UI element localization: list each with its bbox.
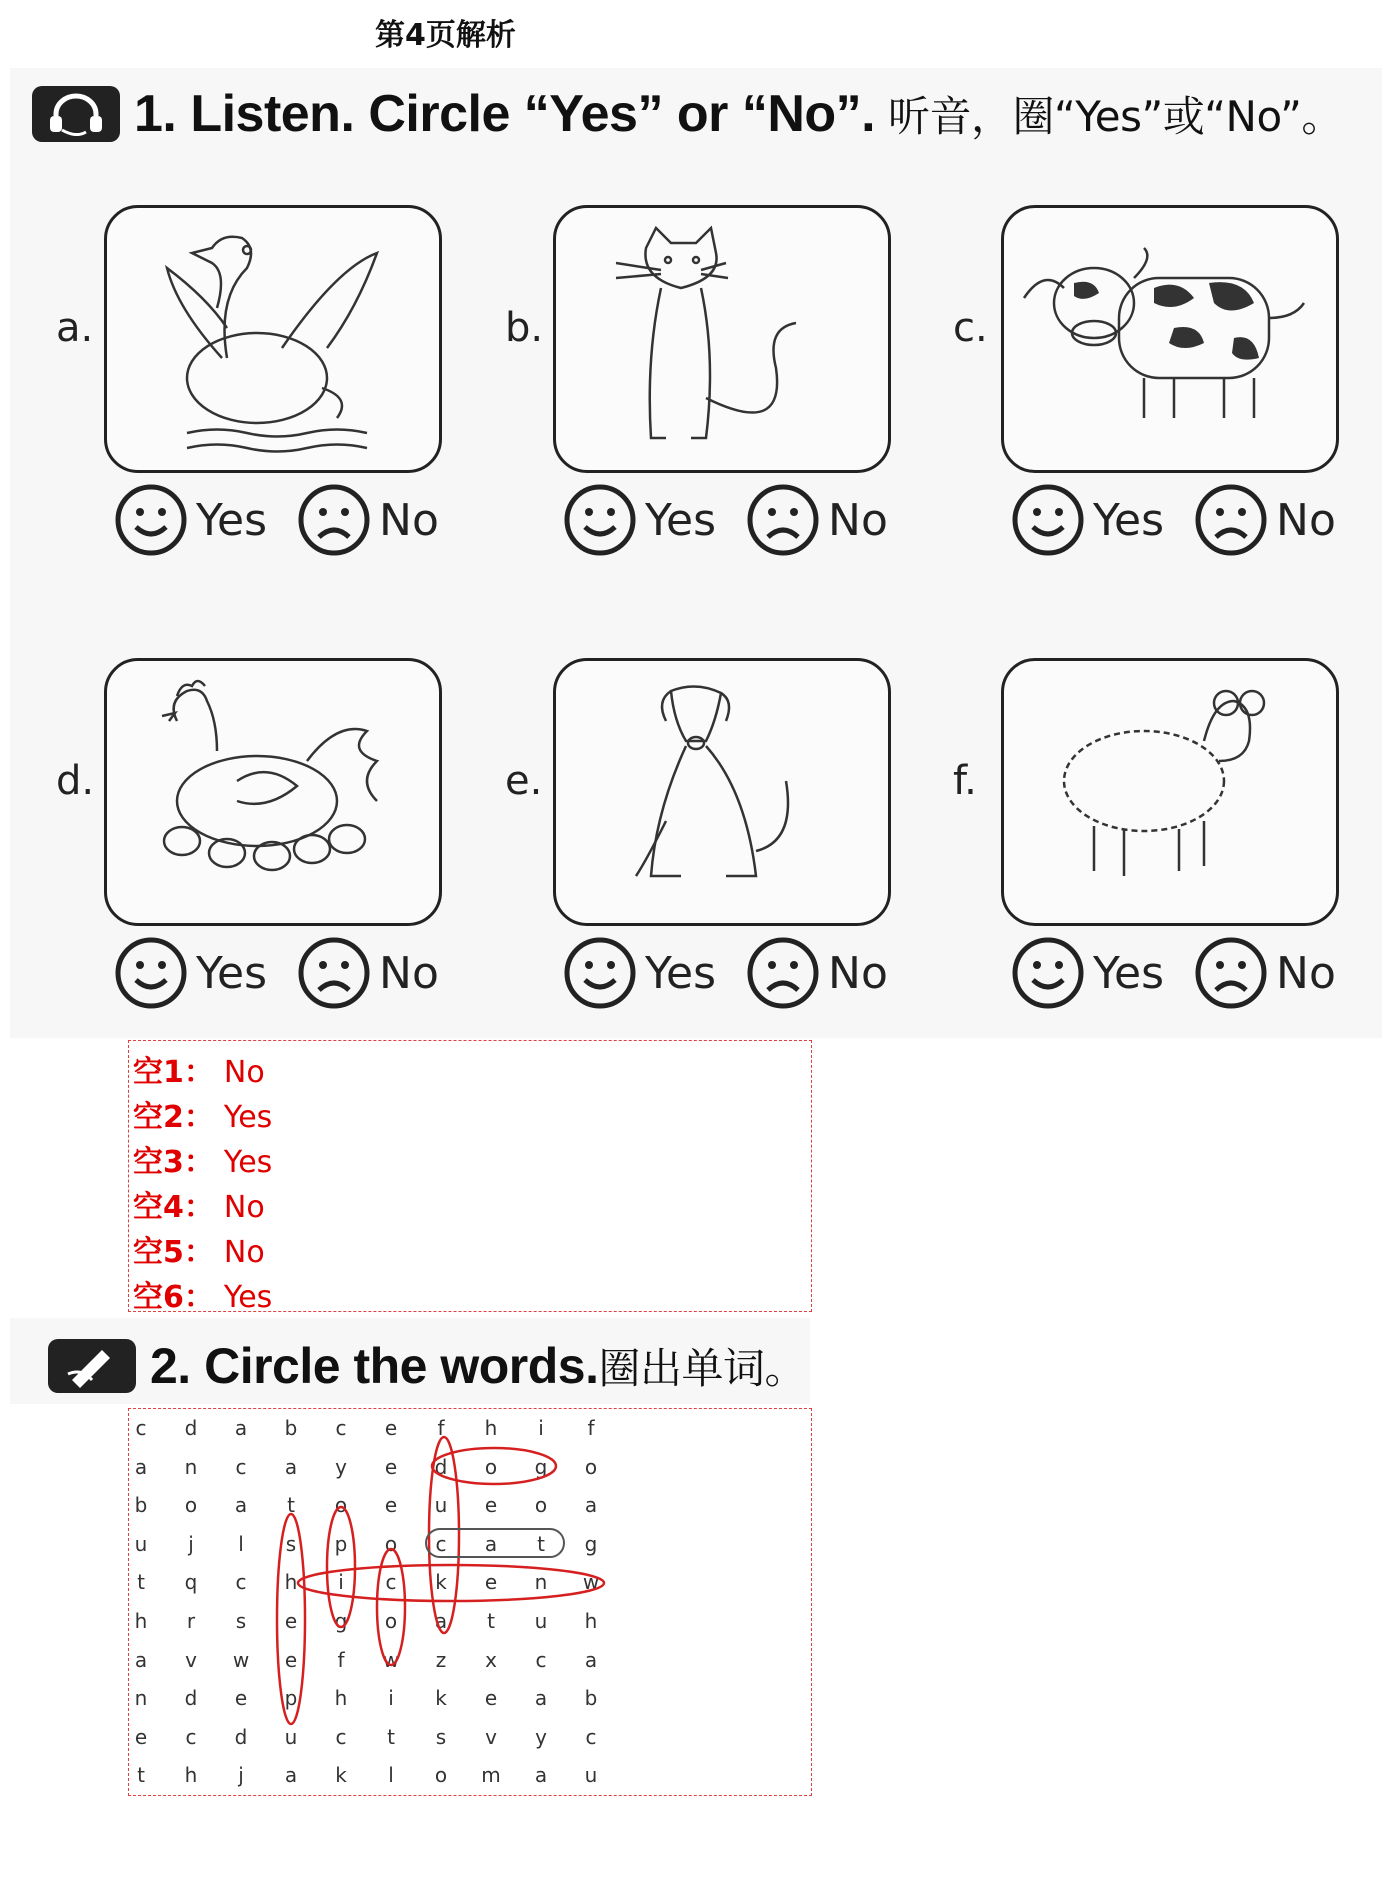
- item-letter: e.: [505, 758, 543, 804]
- yes-option[interactable]: [563, 483, 716, 557]
- grid-letter[interactable]: l: [238, 1531, 244, 1556]
- grid-letter[interactable]: t: [137, 1570, 145, 1595]
- grid-letter[interactable]: j: [188, 1531, 194, 1556]
- grid-letter[interactable]: y: [335, 1454, 347, 1479]
- grid-letter[interactable]: y: [535, 1724, 547, 1749]
- answer-value: Yes: [223, 1145, 273, 1180]
- grid-letter[interactable]: v: [485, 1724, 497, 1749]
- grid-letter[interactable]: a: [284, 1763, 298, 1788]
- no-label: No: [379, 494, 439, 546]
- grid-letter[interactable]: u: [434, 1493, 448, 1518]
- box-cat: [426, 1529, 564, 1557]
- grid-letter[interactable]: e: [284, 1609, 298, 1633]
- sheep-icon: [1001, 658, 1339, 926]
- grid-letter[interactable]: c: [335, 1724, 347, 1749]
- grid-letter[interactable]: o: [534, 1493, 548, 1518]
- yes-option[interactable]: [114, 483, 267, 557]
- grid-letter[interactable]: o: [334, 1493, 348, 1518]
- smiley-icon: [1011, 936, 1085, 1010]
- item-letter: c.: [953, 305, 988, 351]
- answer-box: [128, 1040, 812, 1315]
- grid-letter[interactable]: a: [134, 1647, 148, 1672]
- sad-face-icon: [297, 936, 371, 1010]
- no-option[interactable]: [746, 936, 888, 1010]
- grid-letter[interactable]: b: [584, 1686, 598, 1711]
- grid-letter[interactable]: i: [538, 1416, 544, 1440]
- yes-option[interactable]: [114, 936, 267, 1010]
- hen-icon: [104, 658, 442, 926]
- grid-letter[interactable]: e: [384, 1454, 398, 1479]
- smiley-icon: [563, 483, 637, 557]
- answer-row: [133, 1182, 265, 1226]
- yes-option[interactable]: [1011, 483, 1164, 557]
- grid-letter[interactable]: i: [388, 1686, 394, 1711]
- grid-letter[interactable]: w: [382, 1647, 400, 1672]
- grid-letter[interactable]: z: [435, 1647, 447, 1672]
- grid-letter[interactable]: g: [534, 1454, 548, 1479]
- sad-face-icon: [297, 483, 371, 557]
- headphones-icon: [32, 86, 120, 142]
- answer-key: 空2：: [133, 1100, 214, 1135]
- grid-letter[interactable]: f: [437, 1416, 445, 1440]
- yes-label: Yes: [196, 947, 268, 999]
- cow-icon: [1001, 205, 1339, 473]
- cat-icon: [553, 205, 891, 473]
- grid-letter[interactable]: c: [535, 1647, 547, 1672]
- no-label: No: [828, 494, 888, 546]
- answer-key: 空5：: [133, 1235, 214, 1270]
- no-option[interactable]: [297, 483, 439, 557]
- grid-letter[interactable]: e: [484, 1686, 498, 1711]
- grid-letter[interactable]: t: [137, 1763, 145, 1788]
- item-b: [505, 205, 925, 575]
- answer-value: No: [223, 1235, 265, 1270]
- circle-duck: [429, 1437, 459, 1633]
- grid-letter[interactable]: d: [234, 1724, 248, 1749]
- grid-letter[interactable]: w: [582, 1570, 600, 1595]
- grid-letter[interactable]: c: [335, 1416, 347, 1440]
- answer-value: Yes: [223, 1280, 273, 1315]
- grid-letter[interactable]: c: [435, 1531, 447, 1556]
- grid-letter[interactable]: c: [385, 1570, 397, 1595]
- grid-letter[interactable]: u: [584, 1763, 598, 1788]
- grid-letter[interactable]: a: [534, 1686, 548, 1711]
- no-option[interactable]: [1194, 483, 1336, 557]
- grid-letter[interactable]: t: [487, 1609, 495, 1633]
- answer-row: [133, 1047, 265, 1091]
- item-letter: b.: [505, 305, 544, 351]
- grid-letter[interactable]: h: [284, 1570, 298, 1595]
- section1-title-cn: 听音，圈“Yes”或“No”。: [875, 92, 1343, 141]
- smiley-icon: [114, 936, 188, 1010]
- grid-letter[interactable]: t: [537, 1531, 545, 1556]
- pencil-hand-icon: [48, 1339, 136, 1393]
- grid-letter[interactable]: t: [287, 1493, 295, 1518]
- grid-letter[interactable]: b: [284, 1416, 298, 1440]
- smiley-icon: [114, 483, 188, 557]
- no-option[interactable]: [746, 483, 888, 557]
- no-option[interactable]: [1194, 936, 1336, 1010]
- grid-letter[interactable]: d: [434, 1454, 448, 1479]
- sad-face-icon: [1194, 483, 1268, 557]
- no-option[interactable]: [297, 936, 439, 1010]
- yes-label: Yes: [1093, 947, 1165, 999]
- item-a: [56, 205, 476, 575]
- grid-letter[interactable]: h: [184, 1763, 198, 1788]
- section2-header: [48, 1336, 806, 1396]
- circle-sheep: [277, 1514, 305, 1724]
- grid-letter[interactable]: d: [184, 1686, 198, 1711]
- grid-letter[interactable]: a: [584, 1493, 598, 1518]
- section1-header: [32, 84, 1343, 144]
- grid-letter[interactable]: x: [485, 1647, 497, 1672]
- circle-chicken: [298, 1565, 604, 1601]
- smiley-icon: [1011, 483, 1085, 557]
- grid-letter[interactable]: a: [134, 1454, 148, 1479]
- item-letter: a.: [56, 305, 94, 351]
- grid-letter[interactable]: i: [338, 1570, 344, 1595]
- grid-letter[interactable]: e: [134, 1724, 148, 1749]
- dog-icon: [553, 658, 891, 926]
- grid-letter[interactable]: o: [584, 1454, 598, 1479]
- duck-icon: [104, 205, 442, 473]
- grid-letter[interactable]: h: [584, 1609, 598, 1633]
- answer-row: [133, 1272, 272, 1316]
- grid-letter[interactable]: g: [584, 1531, 598, 1556]
- grid-letter[interactable]: u: [534, 1609, 548, 1633]
- grid-letter[interactable]: o: [384, 1531, 398, 1556]
- grid-letter[interactable]: a: [284, 1454, 298, 1479]
- grid-letter[interactable]: p: [284, 1686, 298, 1711]
- yes-option[interactable]: [1011, 936, 1164, 1010]
- grid-letter[interactable]: h: [134, 1609, 148, 1633]
- yes-option[interactable]: [563, 936, 716, 1010]
- answer-row: [133, 1092, 272, 1136]
- grid-letter[interactable]: t: [387, 1724, 395, 1749]
- grid-letter[interactable]: k: [335, 1763, 347, 1788]
- grid-letter[interactable]: c: [585, 1724, 597, 1749]
- grid-letter[interactable]: e: [384, 1416, 398, 1440]
- grid-letter[interactable]: q: [184, 1570, 198, 1595]
- answer-key: 空3：: [133, 1145, 214, 1180]
- section2-title-cn: 圈出单词。: [598, 1344, 806, 1393]
- grid-letter[interactable]: n: [184, 1454, 198, 1479]
- answer-row: [133, 1227, 265, 1271]
- answer-value: No: [223, 1190, 265, 1225]
- grid-letter[interactable]: e: [234, 1686, 248, 1711]
- smiley-icon: [563, 936, 637, 1010]
- answer-circles: [129, 1409, 811, 1795]
- circle-pig: [327, 1507, 355, 1627]
- grid-letter[interactable]: n: [534, 1570, 548, 1595]
- item-d: [56, 658, 476, 1028]
- grid-letter[interactable]: o: [384, 1609, 398, 1633]
- grid-letter[interactable]: g: [334, 1609, 348, 1633]
- item-f: [953, 658, 1373, 1028]
- grid-letter[interactable]: f: [337, 1647, 345, 1672]
- grid-letter[interactable]: u: [284, 1724, 298, 1749]
- section1-title-en: 1. Listen. Circle “Yes” or “No”.: [134, 85, 876, 143]
- grid-letter[interactable]: a: [534, 1763, 548, 1788]
- no-label: No: [1276, 947, 1336, 999]
- grid-letter[interactable]: a: [234, 1493, 248, 1518]
- section2-title: [150, 1336, 806, 1396]
- grid-letter[interactable]: o: [484, 1454, 498, 1479]
- item-letter: f.: [953, 758, 977, 804]
- no-label: No: [828, 947, 888, 999]
- item-e: [505, 658, 925, 1028]
- grid-letter[interactable]: r: [186, 1609, 196, 1633]
- sad-face-icon: [746, 936, 820, 1010]
- yes-label: Yes: [1093, 494, 1165, 546]
- word-search-grid: [128, 1408, 812, 1796]
- grid-letter[interactable]: o: [184, 1493, 198, 1518]
- grid-letter[interactable]: a: [484, 1531, 498, 1556]
- grid-letter[interactable]: h: [484, 1416, 498, 1440]
- answer-value: Yes: [223, 1100, 273, 1135]
- item-letter: d.: [56, 758, 95, 804]
- sad-face-icon: [746, 483, 820, 557]
- answer-key: 空6：: [133, 1280, 214, 1315]
- grid-letter[interactable]: w: [232, 1647, 250, 1672]
- section1-title: [134, 84, 1343, 144]
- yes-label: Yes: [196, 494, 268, 546]
- grid-letter[interactable]: c: [235, 1570, 247, 1595]
- answer-key: 空1：: [133, 1055, 214, 1090]
- grid-letter[interactable]: c: [185, 1724, 197, 1749]
- grid-letter[interactable]: l: [388, 1763, 394, 1788]
- grid-letter[interactable]: k: [435, 1570, 447, 1595]
- no-label: No: [1276, 494, 1336, 546]
- grid-letter[interactable]: e: [284, 1647, 298, 1672]
- grid-letter[interactable]: e: [384, 1493, 398, 1518]
- grid-letter[interactable]: j: [238, 1763, 244, 1788]
- circle-dog: [432, 1448, 556, 1484]
- grid-letter[interactable]: f: [587, 1416, 595, 1440]
- grid-letter[interactable]: e: [484, 1570, 498, 1595]
- grid-letter[interactable]: s: [435, 1724, 447, 1749]
- yes-label: Yes: [645, 494, 717, 546]
- grid-letter[interactable]: c: [135, 1416, 147, 1440]
- grid-letter[interactable]: c: [235, 1454, 247, 1479]
- grid-letter[interactable]: b: [134, 1493, 148, 1518]
- grid-letter[interactable]: s: [285, 1531, 297, 1556]
- grid-letter[interactable]: a: [434, 1609, 448, 1633]
- grid-letter[interactable]: h: [334, 1686, 348, 1711]
- grid-letter[interactable]: a: [234, 1416, 248, 1440]
- yes-label: Yes: [645, 947, 717, 999]
- grid-letter[interactable]: o: [434, 1763, 448, 1788]
- grid-letter[interactable]: e: [484, 1493, 498, 1518]
- grid-letter[interactable]: p: [334, 1531, 348, 1556]
- grid-letter[interactable]: k: [435, 1686, 447, 1711]
- grid-letter[interactable]: m: [481, 1763, 501, 1788]
- answer-row: [133, 1137, 272, 1181]
- answer-value: No: [223, 1055, 265, 1090]
- grid-letter[interactable]: a: [584, 1647, 598, 1672]
- page-title: 第4页解析: [375, 18, 516, 53]
- grid-letter[interactable]: s: [235, 1609, 247, 1633]
- grid-letter[interactable]: n: [134, 1686, 148, 1711]
- grid-letter[interactable]: v: [185, 1647, 197, 1672]
- grid-letter[interactable]: u: [134, 1531, 148, 1556]
- item-c: [953, 205, 1373, 575]
- no-label: No: [379, 947, 439, 999]
- answer-key: 空4：: [133, 1190, 214, 1225]
- section2-title-en: 2. Circle the words.: [150, 1338, 599, 1394]
- sad-face-icon: [1194, 936, 1268, 1010]
- grid-letter[interactable]: d: [184, 1416, 198, 1440]
